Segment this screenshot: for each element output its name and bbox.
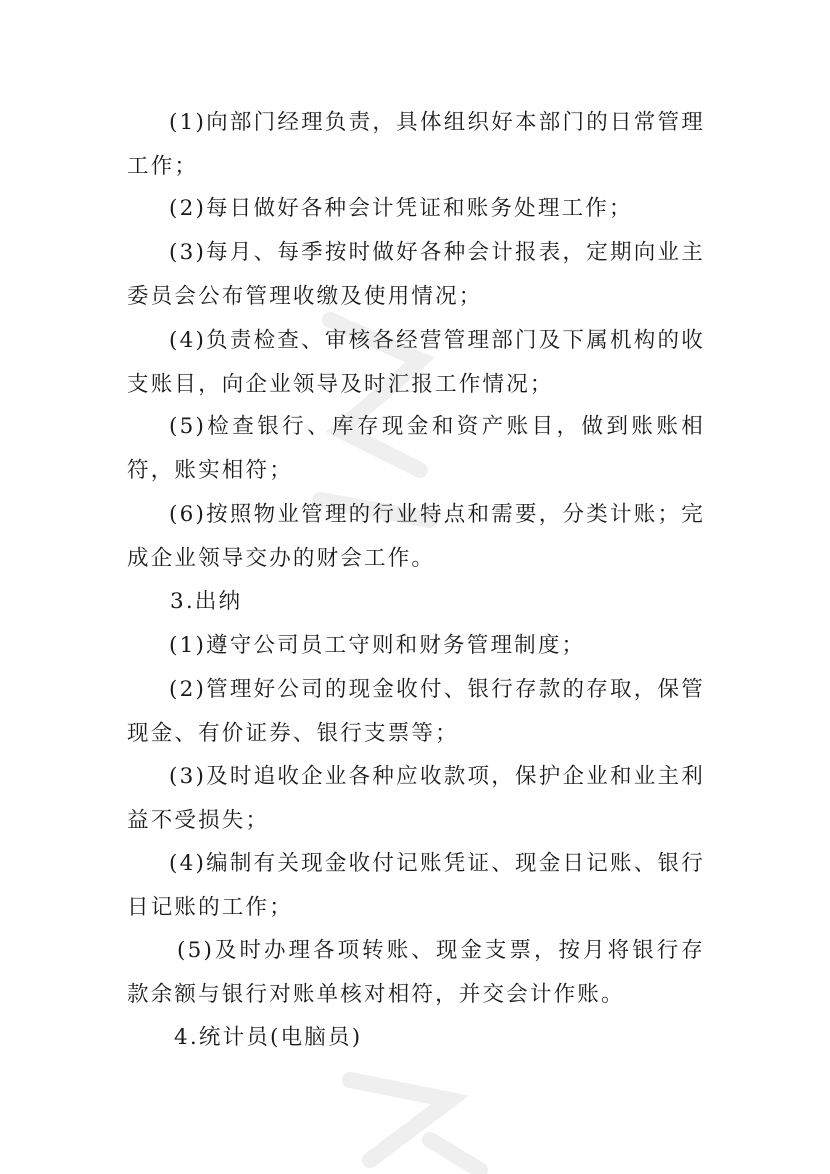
- cashier-item-1: (1)遵守公司员工守则和财务管理制度；: [169, 633, 586, 658]
- cashier-item-5: (5)及时办理各项转账、现金支票，按月将银行存款余额与银行对账单核对相符，并交会计作账。: [127, 938, 705, 1007]
- paragraph-1: (1)向部门经理负责，具体组织好本部门的日常管理工作；: [127, 110, 705, 179]
- watermark-mark-lower: [330, 1060, 490, 1174]
- cashier-item-4: (4)编制有关现金收付记账凭证、现金日记账、银行日记账的工作；: [127, 851, 705, 920]
- paragraph-2: (2)每日做好各种会计凭证和账务处理工作；: [169, 196, 633, 221]
- cashier-item-2: (2)管理好公司的现金收付、银行存款的存取，保管现金、有价证券、银行支票等；: [127, 677, 705, 746]
- paragraph-3: (3)每月、每季按时做好各种会计报表，定期向业主委员会公布管理收缴及使用情况；: [127, 240, 705, 309]
- cashier-item-3: (3)及时追收企业各种应收款项，保护企业和业主利益不受损失；: [127, 764, 705, 833]
- section-heading-cashier: 3.出纳: [170, 589, 243, 614]
- paragraph-4: (4)负责检查、审核各经营管理部门及下属机构的收支账目，向企业领导及时汇报工作情况；: [127, 328, 705, 397]
- section-heading-statistician: 4.统计员(电脑员): [174, 1025, 363, 1050]
- paragraph-5: (5)检查银行、库存现金和资产账目，做到账账相符，账实相符；: [127, 414, 705, 483]
- paragraph-6: (6)按照物业管理的行业特点和需要，分类计账；完成企业领导交办的财会工作。: [127, 502, 705, 571]
